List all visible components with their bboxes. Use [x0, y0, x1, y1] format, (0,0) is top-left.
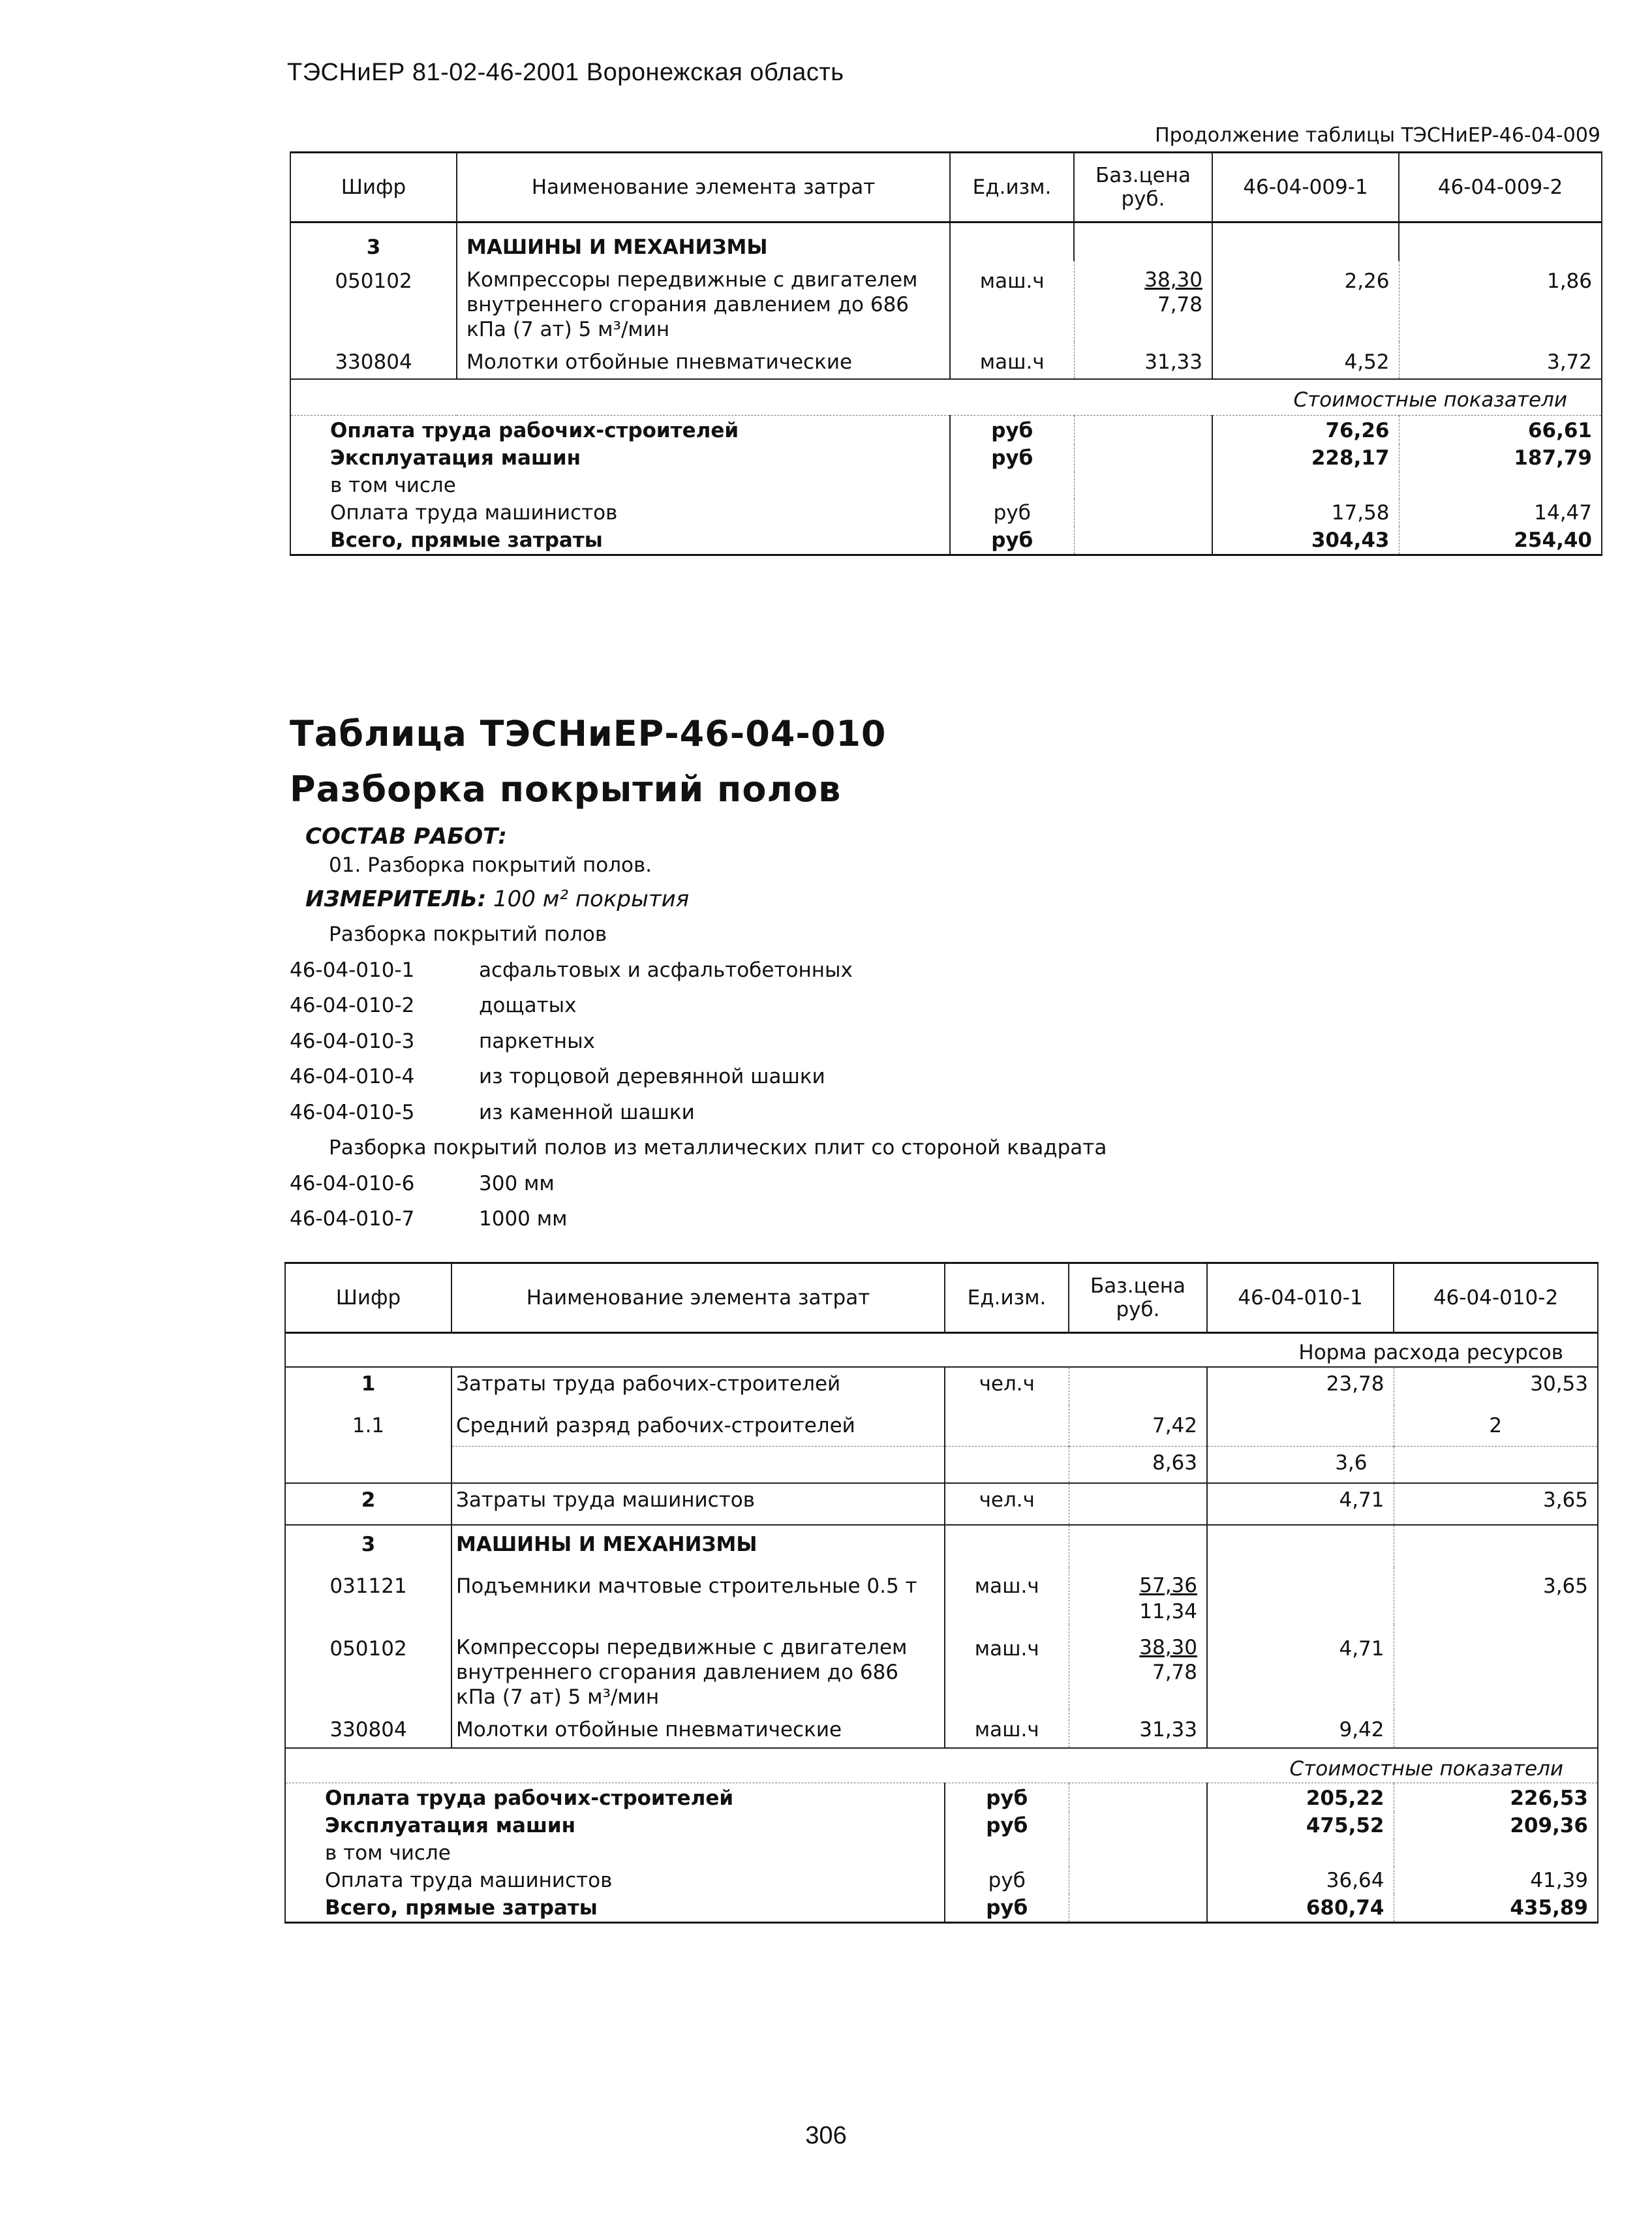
row-code: 050102 [285, 1625, 451, 1710]
measure-line [305, 886, 689, 912]
price-main: 38,30 [1144, 268, 1202, 292]
composition-label: СОСТАВ РАБОТ: [305, 823, 507, 850]
price-main: 38,30 [1139, 1636, 1197, 1659]
row-unit: маш.ч [945, 1567, 1069, 1625]
table1-header-row [290, 153, 1602, 222]
col-header-variant-1: 46-04-010-1 [1207, 1263, 1394, 1333]
row-value-1: 4,71 [1207, 1483, 1394, 1525]
row-value-2 [1394, 1710, 1598, 1748]
cost-row [290, 444, 1602, 472]
work-items-list [290, 917, 1107, 1237]
row-price [1069, 1567, 1207, 1625]
list-item [290, 1201, 1107, 1237]
list-item [290, 1024, 1107, 1060]
cost-unit: руб [945, 1894, 1069, 1923]
table-row [285, 1483, 1598, 1525]
row-name-line: внутреннего сгорания давлением до 686 [467, 293, 910, 316]
row-value-2: 3,65 [1394, 1483, 1598, 1525]
row-code: 050102 [290, 261, 457, 342]
table2-section-row [285, 1525, 1598, 1567]
row-value-1 [1207, 1405, 1394, 1446]
table2-norm-caption-row [285, 1333, 1598, 1368]
row-name: Подъемники мачтовые строительные 0.5 т [451, 1567, 945, 1625]
cost-row [290, 527, 1602, 555]
group-heading: Разборка покрытий полов [329, 923, 607, 946]
price-secondary: 11,34 [1139, 1600, 1197, 1623]
cost-name: Оплата труда рабочих-строителей [290, 416, 950, 445]
price-main: 57,36 [1139, 1574, 1197, 1597]
item-text: 1000 мм [479, 1207, 568, 1231]
row-name-line: Компрессоры передвижные с двигателем [456, 1636, 908, 1659]
item-code: 46-04-010-6 [290, 1171, 415, 1195]
cost-value-1: 228,17 [1212, 444, 1399, 472]
row-name: Затраты труда рабочих-строителей [451, 1367, 945, 1405]
price-secondary: 7,78 [1157, 293, 1202, 316]
row-code: 330804 [290, 342, 457, 379]
cost-unit: руб [950, 527, 1074, 555]
row-name-line: кПа (7 ат) 5 м³/мин [467, 318, 670, 341]
row-price [1074, 261, 1212, 342]
table-row [285, 1367, 1598, 1405]
table1 [290, 151, 1602, 556]
section-name: МАШИНЫ И МЕХАНИЗМЫ [457, 222, 950, 262]
col-header-name: Наименование элемента затрат [451, 1263, 945, 1333]
row-price: 7,42 [1069, 1405, 1207, 1446]
list-item [290, 1095, 1107, 1131]
cost-name: Оплата труда машинистов [285, 1867, 945, 1894]
cost-value-2: 41,39 [1394, 1867, 1598, 1894]
row-name: Молотки отбойные пневматические [457, 342, 950, 379]
table-row [285, 1567, 1598, 1625]
row-value-1: 4,71 [1207, 1625, 1394, 1710]
measure-value: 100 м² покрытия [493, 886, 690, 912]
cost-unit: руб [950, 499, 1074, 527]
cost-row [285, 1839, 1598, 1867]
row-unit [945, 1405, 1069, 1446]
cost-name: Оплата труда машинистов [290, 499, 950, 527]
cost-unit: руб [950, 444, 1074, 472]
cost-row [285, 1783, 1598, 1813]
item-text: асфальтовых и асфальтобетонных [479, 958, 853, 982]
table2-cost-caption-row [285, 1748, 1598, 1783]
row-name: Молотки отбойные пневматические [451, 1710, 945, 1748]
row-price [1069, 1483, 1207, 1525]
group-heading: Разборка покрытий полов из металлических плит со стороной квадрата [329, 1136, 1107, 1159]
cost-caption: Стоимостные показатели [290, 379, 1602, 416]
col-header-price: Баз.цена руб. [1069, 1263, 1207, 1333]
cost-row [285, 1894, 1598, 1923]
row-unit: чел.ч [945, 1483, 1069, 1525]
row-value-1: 9,42 [1207, 1710, 1394, 1748]
section-name: МАШИНЫ И МЕХАНИЗМЫ [451, 1525, 945, 1567]
row-code: 330804 [285, 1710, 451, 1748]
measure-label: ИЗМЕРИТЕЛЬ: [305, 886, 487, 912]
row-price [1069, 1625, 1207, 1710]
table-row [285, 1710, 1598, 1748]
row-code: 1.1 [285, 1405, 451, 1446]
table-row [285, 1625, 1598, 1710]
row-name: Средний разряд рабочих-строителей [451, 1405, 945, 1446]
section-code: 3 [285, 1525, 451, 1567]
price-secondary: 7,78 [1152, 1661, 1197, 1684]
col-header-name: Наименование элемента затрат [457, 153, 950, 222]
cost-value-2: 187,79 [1399, 444, 1602, 472]
item-code: 46-04-010-3 [290, 1029, 415, 1053]
col-header-variant-1: 46-04-009-1 [1212, 153, 1399, 222]
row-value-2: 30,53 [1394, 1367, 1598, 1405]
cost-caption: Стоимостные показатели [285, 1748, 1598, 1783]
table-row [290, 342, 1602, 379]
row-value-2: 1,86 [1399, 261, 1602, 342]
cost-unit: руб [945, 1812, 1069, 1839]
row-value-1: 23,78 [1207, 1367, 1394, 1405]
table1-continuation-caption: Продолжение таблицы ТЭСНиЕР-46-04-009 [1155, 124, 1600, 147]
row-code: 2 [285, 1483, 451, 1525]
cost-value-1: 17,58 [1212, 499, 1399, 527]
cost-value-2: 66,61 [1399, 416, 1602, 445]
table1-section-row [290, 222, 1602, 262]
cost-value-2: 209,36 [1394, 1812, 1598, 1839]
cost-value-1: 76,26 [1212, 416, 1399, 445]
item-text: из торцовой деревянной шашки [479, 1065, 825, 1088]
cost-row [290, 472, 1602, 499]
section-title: Таблица ТЭСНиЕР-46-04-010 [290, 713, 887, 754]
cost-name: Всего, прямые затраты [290, 527, 950, 555]
cost-value-2: 14,47 [1399, 499, 1602, 527]
row-price: 31,33 [1074, 342, 1212, 379]
row-name [451, 1625, 945, 1710]
cost-row [290, 499, 1602, 527]
item-text: из каменной шашки [479, 1100, 695, 1124]
item-code: 46-04-010-4 [290, 1065, 415, 1088]
row-name: Затраты труда машинистов [451, 1483, 945, 1525]
item-code: 46-04-010-7 [290, 1207, 415, 1231]
list-item [290, 988, 1107, 1024]
cost-value-2: 435,89 [1394, 1894, 1598, 1923]
cost-unit: руб [950, 416, 1074, 445]
row-value-1: 4,52 [1212, 342, 1399, 379]
row-code: 031121 [285, 1567, 451, 1625]
cost-value-1: 36,64 [1207, 1867, 1394, 1894]
list-item [290, 953, 1107, 989]
col-header-code: Шифр [285, 1263, 451, 1333]
row-unit: маш.ч [950, 261, 1074, 342]
col-header-code: Шифр [290, 153, 457, 222]
row-unit: маш.ч [950, 342, 1074, 379]
cost-name: Эксплуатация машин [290, 444, 950, 472]
page-number: 306 [805, 2122, 847, 2149]
col-header-variant-2: 46-04-009-2 [1399, 153, 1602, 222]
page-header-title: ТЭСНиЕР 81-02-46-2001 Воронежская область [287, 59, 844, 86]
cost-row [290, 416, 1602, 445]
row-value-2: 3,72 [1399, 342, 1602, 379]
row-value-2 [1394, 1625, 1598, 1710]
col-header-unit: Ед.изм. [950, 153, 1074, 222]
table2-header-row [285, 1263, 1598, 1333]
section-subtitle: Разборка покрытий полов [290, 769, 842, 810]
item-text: дощатых [479, 994, 577, 1017]
item-text: паркетных [479, 1029, 595, 1053]
col-header-variant-2: 46-04-010-2 [1394, 1263, 1598, 1333]
cost-name: в том числе [285, 1839, 945, 1867]
row-value-2: 2 [1394, 1405, 1598, 1446]
row-price: 31,33 [1069, 1710, 1207, 1748]
list-item [290, 1166, 1107, 1202]
row-price: 8,63 [1069, 1446, 1207, 1483]
row-unit: маш.ч [945, 1710, 1069, 1748]
cost-unit: руб [945, 1867, 1069, 1894]
cost-name: Эксплуатация машин [285, 1812, 945, 1839]
cost-unit: руб [945, 1783, 1069, 1813]
cost-value-2: 226,53 [1394, 1783, 1598, 1813]
item-text: 300 мм [479, 1171, 555, 1195]
row-name-line: внутреннего сгорания давлением до 686 [456, 1661, 899, 1684]
row-value-1: 2,26 [1212, 261, 1399, 342]
table-row [285, 1405, 1598, 1446]
section-code: 3 [290, 222, 457, 262]
cost-value-1: 475,52 [1207, 1812, 1394, 1839]
row-unit: маш.ч [945, 1625, 1069, 1710]
row-name [457, 261, 950, 342]
item-code: 46-04-010-2 [290, 994, 415, 1017]
cost-row [285, 1867, 1598, 1894]
table2 [284, 1262, 1598, 1924]
cost-value-2: 254,40 [1399, 527, 1602, 555]
row-name-line: Компрессоры передвижные с двигателем [467, 268, 918, 292]
composition-item: 01. Разборка покрытий полов. [329, 853, 652, 877]
table1-cost-caption-row [290, 379, 1602, 416]
list-item [290, 1059, 1107, 1095]
cost-row [285, 1812, 1598, 1839]
row-name-line: кПа (7 ат) 5 м³/мин [456, 1685, 660, 1709]
row-value-2: 3,65 [1394, 1567, 1598, 1625]
cost-name: Всего, прямые затраты [285, 1894, 945, 1923]
item-code: 46-04-010-1 [290, 958, 415, 982]
row-value-1: 3,6 [1207, 1446, 1394, 1483]
norm-caption: Норма расхода ресурсов [285, 1333, 1598, 1368]
table-row [290, 261, 1602, 342]
row-price [1069, 1367, 1207, 1405]
item-code: 46-04-010-5 [290, 1100, 415, 1124]
row-unit: чел.ч [945, 1367, 1069, 1405]
row-code: 1 [285, 1367, 451, 1405]
cost-value-1: 205,22 [1207, 1783, 1394, 1813]
table-row [285, 1446, 1598, 1483]
col-header-price: Баз.цена руб. [1074, 153, 1212, 222]
cost-value-1: 304,43 [1212, 527, 1399, 555]
cost-value-1: 680,74 [1207, 1894, 1394, 1923]
cost-name: Оплата труда рабочих-строителей [285, 1783, 945, 1813]
col-header-unit: Ед.изм. [945, 1263, 1069, 1333]
row-value-1 [1207, 1567, 1394, 1625]
cost-name: в том числе [290, 472, 950, 499]
